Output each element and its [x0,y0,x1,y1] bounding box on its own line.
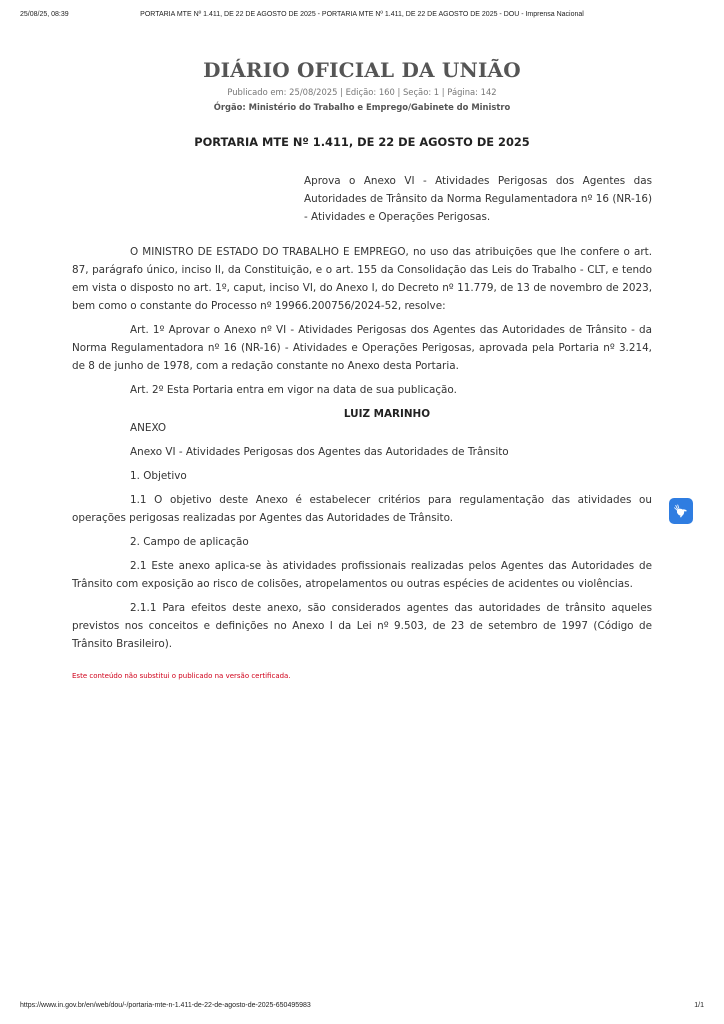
print-page-title: PORTARIA MTE Nº 1.411, DE 22 DE AGOSTO DE 2025 - PORTARIA MTE Nº 1.411, DE 22 DE AGOSTO DE 2025 - DOU - Imprensa Nacional [140,11,584,18]
page-url: https://www.in.gov.br/en/web/dou/-/portaria-mte-n-1.411-de-22-de-agosto-de-2025-650495983 [20,1002,311,1009]
dou-brand-title: DIÁRIO OFICIAL DA UNIÃO [203,58,521,82]
page-count: 1/1 [694,1002,704,1009]
article-1: Art. 1º Aprovar o Anexo nº VI - Atividades Perigosas dos Agentes das Autoridades de Trânsito - da Norma Regulamentadora nº 16 (NR-16) - Atividades e Operações Perigosas, aprovada pela Portaria nº 3.214, de 8 de junho de 1978, com a redação constante no Anexo desta Portaria. [72,324,652,372]
masthead [0,58,724,113]
section-2-1-1: 2.1.1 Para efeitos deste anexo, são considerados agentes das autoridades de trânsito aqueles previstos nos conceitos e definições no Anexo I da Lei nº 9.503, de 23 de setembro de 1997 (Código de Trânsito Brasileiro). [72,602,652,650]
publication-info: Publicado em: 25/08/2025 | Edição: 160 | Seção: 1 | Página: 142 [227,87,497,97]
anexo-title: Anexo VI - Atividades Perigosas dos Agentes das Autoridades de Trânsito [130,446,509,458]
print-datetime: 25/08/25, 08:39 [20,11,69,18]
section-2-1: 2.1 Este anexo aplica-se às atividades profissionais realizadas pelos Agentes das Autoridades de Trânsito com exposição ao risco de colisões, atropelamentos ou outras espécies de acidentes ou violências. [72,560,652,590]
article-2: Art. 2º Esta Portaria entra em vigor na data de sua publicação. [130,384,457,396]
section-1-heading: 1. Objetivo [130,470,187,482]
signature: LUIZ MARINHO [343,408,431,420]
document-title: PORTARIA MTE Nº 1.411, DE 22 DE AGOSTO DE 2025 [194,135,530,149]
section-1-1: 1.1 O objetivo deste Anexo é estabelecer critérios para regulamentação das atividades ou operações perigosas realizadas por Agentes das Autoridades de Trânsito. [72,494,652,524]
preamble-paragraph: O MINISTRO DE ESTADO DO TRABALHO E EMPREGO, no uso das atribuições que lhe confere o art. 87, parágrafo único, inciso II, da Constituição, e o art. 155 da Consolidação das Leis do Trabalho - CLT, e tendo em vista o disposto no art. 1º, caput, inciso VI, do Anexo I, do Decreto nº 11.779, de 13 de novembro de 2023, bem como o constante do Processo nº 19966.200756/2024-52, resolve: [72,246,652,312]
certified-version-disclaimer: Este conteúdo não substitui o publicado na versão certificada. [72,672,291,680]
anexo-label: ANEXO [130,422,167,434]
issuing-organ: Órgão: Ministério do Trabalho e Emprego/Gabinete do Ministro [213,102,511,112]
vlibras-accessibility-button[interactable] [669,498,693,524]
sign-language-icon [673,503,689,519]
document-body [72,243,652,691]
print-header [0,11,724,25]
ementa: Aprova o Anexo VI - Atividades Perigosas dos Agentes das Autoridades de Trânsito da Norma Regulamentadora nº 16 (NR-16) - Atividades e Operações Perigosas. [304,175,652,223]
section-2-heading: 2. Campo de aplicação [130,536,249,548]
